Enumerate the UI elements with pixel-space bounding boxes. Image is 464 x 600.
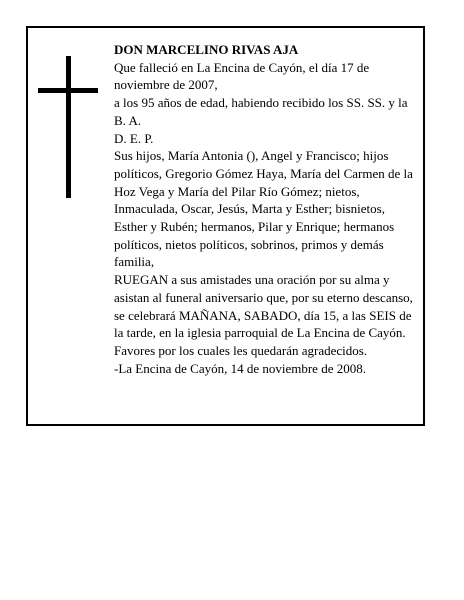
obituary-notice [26,26,425,426]
cross-vertical-bar [66,56,71,198]
age-and-sacraments: a los 95 años de edad, habiendo recibido los SS. SS. y la B. A. [114,95,408,128]
rip-line: D. E. P. [114,130,154,146]
cross-icon [38,56,98,198]
notice-text [114,41,420,377]
family-list: Sus hijos, María Antonia (), Angel y Francisco; hijos políticos, Gregorio Gómez Haya, María del Carmen de la Hoz Vega y María del Pilar Río Gómez; nietos, Inmaculada, Oscar, Jesús, Marta y Esther; bisnietos, Esther y Rubén; hermanos, Pilar y Enrique; hermanos políticos, nietos políticos, sobrinos, primos y demás familia, [114,148,413,270]
deceased-name: DON MARCELINO RIVAS AJA [114,42,299,57]
cross-horizontal-bar [38,88,98,93]
funeral-request: RUEGAN a sus amistades una oración por su alma y asistan al funeral aniversario que, por su eterno descanso, se celebrará MAÑANA, SABADO, día 15, a las SEIS de la tarde, en la iglesia parroquial de La Encina de Cayón. Favores por los cuales les quedarán agradecidos. [114,272,413,358]
place-and-date: -La Encina de Cayón, 14 de noviembre de 2008. [114,360,366,376]
death-announcement: Que falleció en La Encina de Cayón, el día 17 de noviembre de 2007, [114,59,370,93]
